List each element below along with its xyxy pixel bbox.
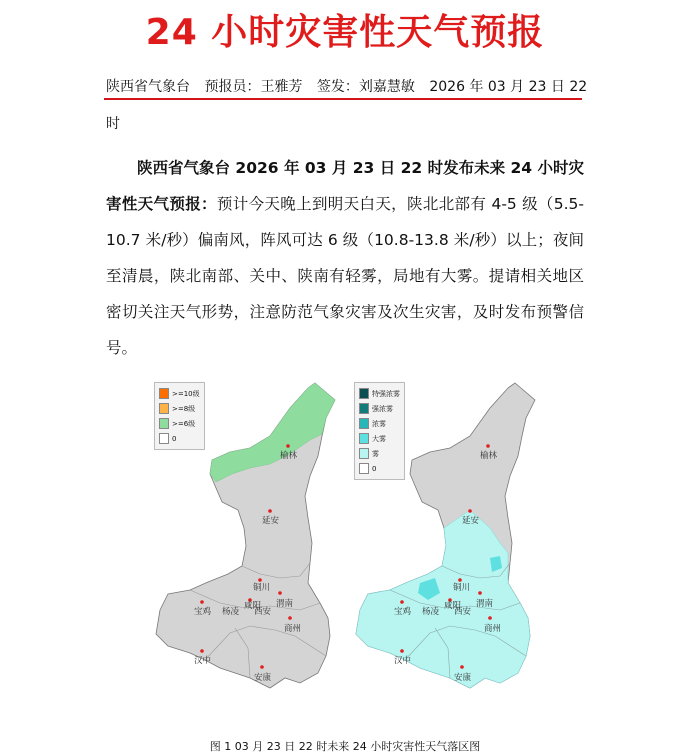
legend-label: 特强浓雾 bbox=[372, 389, 400, 398]
legend-item bbox=[359, 416, 400, 431]
legend-swatch bbox=[159, 433, 169, 444]
wind-legend bbox=[154, 382, 205, 450]
forecast-paragraph bbox=[106, 150, 584, 366]
legend-item bbox=[159, 431, 200, 446]
legend-swatch bbox=[159, 418, 169, 429]
legend-label: 大雾 bbox=[372, 434, 386, 443]
legend-label: >=10级 bbox=[172, 389, 200, 398]
legend-label: >=8级 bbox=[172, 404, 196, 413]
legend-swatch bbox=[159, 403, 169, 414]
city-label: 咸阳 bbox=[444, 601, 462, 611]
issue-datetime: 2026 年 03 月 23 日 22 bbox=[429, 79, 588, 95]
legend-label: 浓雾 bbox=[372, 419, 386, 428]
city-label: 宝鸡 bbox=[194, 607, 212, 617]
page-title: 24 小时灾害性天气预报 bbox=[145, 12, 545, 53]
legend-item bbox=[359, 386, 400, 401]
city-label: 汉中 bbox=[194, 656, 212, 666]
figure-caption: 图 1 03 月 23 日 22 时未来 24 小时灾害性天气落区图 bbox=[209, 740, 481, 753]
city-label: 安康 bbox=[254, 673, 272, 683]
city-label: 渭南 bbox=[476, 599, 494, 609]
city-dot bbox=[460, 665, 464, 669]
legend-item bbox=[359, 446, 400, 461]
city-label: 榆林 bbox=[480, 451, 498, 461]
city-dot bbox=[200, 649, 204, 653]
city-label: 铜川 bbox=[253, 583, 271, 593]
legend-swatch bbox=[359, 418, 369, 429]
city-label: 延安 bbox=[262, 516, 280, 526]
map-figure bbox=[150, 378, 550, 718]
legend-item bbox=[359, 401, 400, 416]
header-divider bbox=[104, 98, 582, 100]
city-label: 杨凌 bbox=[422, 607, 440, 617]
city-dot bbox=[278, 591, 282, 595]
city-label: 榆林 bbox=[280, 451, 298, 461]
city-dot bbox=[486, 444, 490, 448]
forecast-lead: 陕西省气象台 2026 年 03 月 23 日 22 时发布未来 24 小时灾害性天气预报： bbox=[106, 159, 584, 213]
city-dot bbox=[478, 591, 482, 595]
legend-item bbox=[159, 386, 200, 401]
legend-label: 雾 bbox=[372, 449, 379, 458]
legend-item bbox=[359, 461, 400, 476]
city-label: 渭南 bbox=[276, 599, 294, 609]
legend-label: 强浓雾 bbox=[372, 404, 393, 413]
forecast-text: 预计今天晚上到明天白天，陕北北部有 4-5 级（5.5-10.7 米/秒）偏南风，阵风可达 6 级（10.8-13.8 米/秒）以上；夜间至清晨，陕北南部、关中、陕南有轻雾，局地有大雾。提请相关地区密切关注天气形势，注意防范气象灾害及次生灾害，及时发布预警信号。 bbox=[106, 195, 584, 357]
city-dot bbox=[200, 600, 204, 604]
city-dot bbox=[458, 578, 462, 582]
issue-hour-suffix: 时 bbox=[106, 116, 120, 132]
fog-legend bbox=[354, 382, 405, 480]
city-label: 宝鸡 bbox=[394, 607, 412, 617]
city-label: 商州 bbox=[284, 624, 302, 634]
forecaster-name: 预报员：王雅芳 bbox=[204, 79, 303, 95]
city-label: 西安 bbox=[254, 607, 272, 617]
legend-swatch bbox=[359, 433, 369, 444]
issuer-name: 签发：刘嘉慧敏 bbox=[316, 79, 415, 95]
city-label: 杨凌 bbox=[222, 607, 240, 617]
issuance-line bbox=[106, 76, 586, 96]
city-label: 商州 bbox=[484, 624, 502, 634]
legend-swatch bbox=[359, 463, 369, 474]
agency-name: 陕西省气象台 bbox=[106, 79, 190, 95]
city-dot bbox=[288, 616, 292, 620]
city-dot bbox=[286, 444, 290, 448]
legend-item bbox=[359, 431, 400, 446]
legend-swatch bbox=[359, 388, 369, 399]
city-label: 咸阳 bbox=[244, 601, 262, 611]
legend-item bbox=[159, 401, 200, 416]
forecast-maps bbox=[150, 378, 550, 722]
city-label: 铜川 bbox=[453, 583, 471, 593]
legend-swatch bbox=[159, 388, 169, 399]
city-label: 汉中 bbox=[394, 656, 412, 666]
legend-swatch bbox=[359, 448, 369, 459]
legend-item bbox=[159, 416, 200, 431]
city-dot bbox=[468, 509, 472, 513]
city-dot bbox=[260, 665, 264, 669]
legend-label: 0 bbox=[172, 434, 177, 443]
city-dot bbox=[400, 649, 404, 653]
city-label: 西安 bbox=[454, 607, 472, 617]
legend-swatch bbox=[359, 403, 369, 414]
legend-label: 0 bbox=[372, 464, 377, 473]
city-dot bbox=[488, 616, 492, 620]
city-dot bbox=[258, 578, 262, 582]
legend-label: >=6级 bbox=[172, 419, 196, 428]
city-dot bbox=[268, 509, 272, 513]
city-label: 延安 bbox=[462, 516, 480, 526]
city-label: 安康 bbox=[454, 673, 472, 683]
city-dot bbox=[400, 600, 404, 604]
